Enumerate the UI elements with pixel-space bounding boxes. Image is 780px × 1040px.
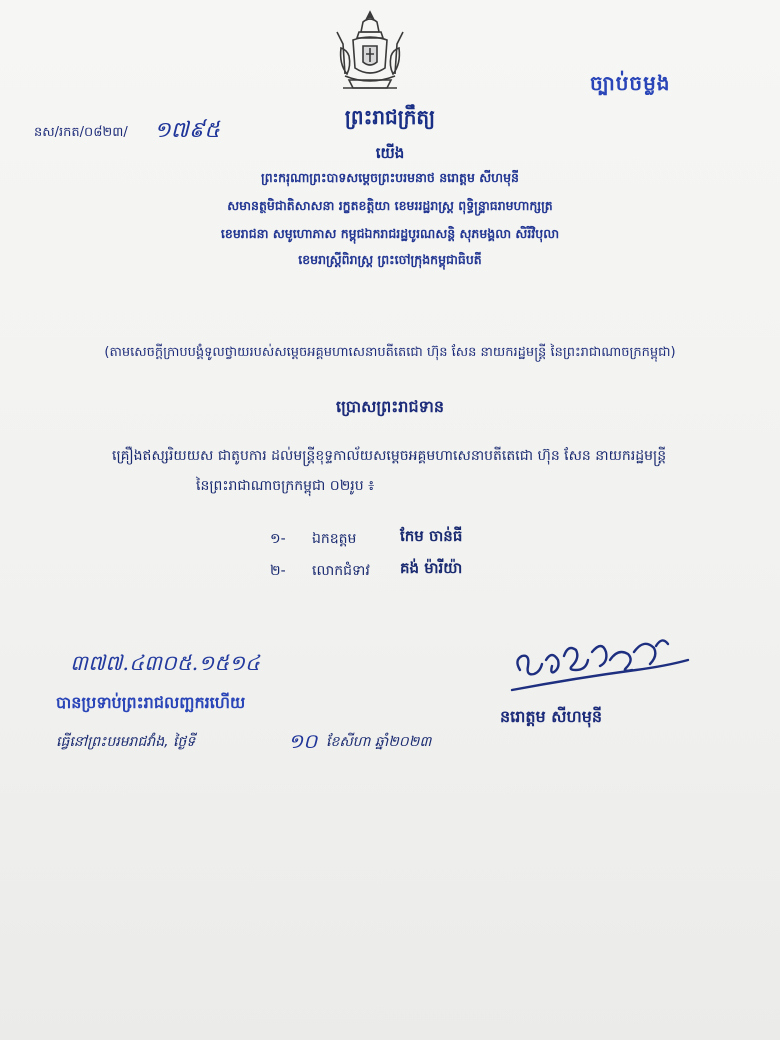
royal-coat-of-arms-icon <box>333 8 407 94</box>
handwritten-registration-date: ៣៧៧.៤៣០៥.១៥១៤ <box>70 651 260 675</box>
recipient-name: កែម ចាន់ធី <box>400 527 463 545</box>
royal-title-line: ព្រះករុណាព្រះបាទសម្តេចព្រះបរមនាថ នរោត្តម សីហមុនី <box>261 170 519 185</box>
decree-body-line-2: នៃព្រះរាជាណាចក្រកម្ពុជា ០២រូប ៖ <box>196 478 375 494</box>
recommendation-note: (តាមសេចក្តីក្រាបបង្គំទូលថ្វាយរបស់សម្តេចអគ្គមហាសេនាបតីតេជោ ហ៊ុន សែន នាយករដ្ឋមន្ត្រី នៃព្រះរាជាណាចក្រកម្ពុជា) <box>104 345 676 360</box>
signer-name: នរោត្តម សីហមុនី <box>500 707 603 726</box>
recipient-name: គង់ ម៉ារីយ៉ា <box>400 559 463 577</box>
recipient-title: ឯកឧត្តម <box>312 531 357 547</box>
recipient-number: ១- <box>270 531 286 547</box>
royal-title-line: ខេមរាស្ត្រីពិរាស្ត្រ ព្រះចៅក្រុងកម្ពុជាធិបតី <box>298 252 482 267</box>
royal-signature <box>506 630 696 700</box>
copy-stamp: ច្បាប់ចម្លង <box>590 71 671 95</box>
decree-title: ព្រះរាជក្រឹត្យ <box>344 105 436 129</box>
decree-heading: ប្រោសព្រះរាជទាន <box>336 397 444 416</box>
place-and-date-day: ១០ <box>288 729 318 753</box>
royal-title-line: ខេមរាជនា សមូហោភាស កម្ពុជឯករាជរដ្ឋបូរណសន្តិ សុភមង្គលា សិរីវិបុលា <box>220 226 560 241</box>
reference-number: នស/រកត/០៨២៣/ <box>34 125 128 140</box>
reference-number-handwritten: ១៧៩៥ <box>154 118 220 143</box>
we-heading: យើង <box>375 144 405 162</box>
recipient-number: ២- <box>270 563 286 579</box>
place-and-date-suffix: ខែសីហា ឆ្នាំ២០២៣ <box>326 734 432 750</box>
decree-body-line-1: គ្រឿងឥស្សរិយយស ជាតូបការ ដល់មន្ត្រីខុទ្ទកាល័យសម្តេចអគ្គមហាសេនាបតីតេជោ ហ៊ុន សែន នាយករដ្ឋមន្ត្រី <box>112 448 667 464</box>
place-and-date-prefix: ធ្វើនៅព្រះបរមរាជវាំង, ថ្ងៃទី <box>56 734 196 750</box>
recipient-item <box>270 528 286 550</box>
royal-seal-registered-note: បានប្រទាប់ព្រះរាជលញ្ឆករហើយ <box>56 693 246 712</box>
royal-title-line: សមានត្ថមិជាតិសាសនា រក្ខតខត្តិយា ខេមររដ្ឋរាស្ត្រ ពុទ្ធិន្ទ្រាធរាមហាក្សត្រ <box>227 198 553 213</box>
recipient-item <box>270 560 286 582</box>
recipient-title: លោកជំទាវ <box>312 563 370 579</box>
